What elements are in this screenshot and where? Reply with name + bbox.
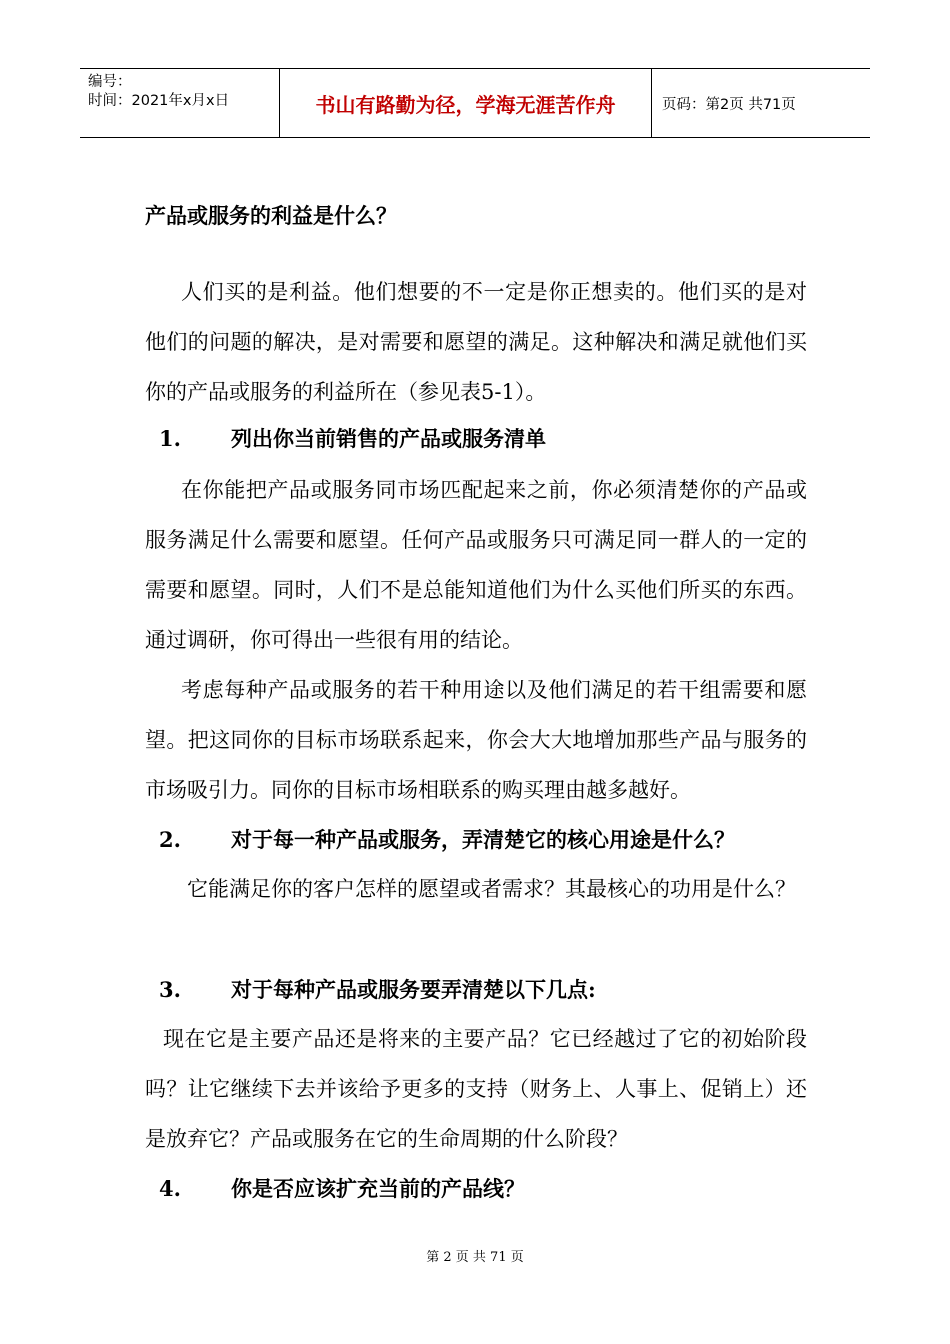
page-title: 产品或服务的利益是什么？: [145, 203, 397, 228]
section-heading-3: [145, 965, 807, 1015]
section-heading-1: [145, 414, 807, 464]
section-heading-4: [145, 1164, 807, 1214]
section-1-paragraph-1: 在你能把产品或服务同市场匹配起来之前，你必须清楚你的产品或服务满足什么需要和愿望。任何产品或服务只可满足同一群人的一定的需要和愿望。同时，人们不是总能知道他们为什么买他们所买的东西。通过调研，你可得出一些很有用的结论。: [145, 478, 807, 652]
section-title: 你是否应该扩充当前的产品线？: [231, 1176, 525, 1201]
header-meta: [80, 69, 280, 137]
section-number: 2.: [159, 827, 181, 852]
section-1-paragraph-2: 考虑每种产品或服务的若干种用途以及他们满足的若干组需要和愿望。把这同你的目标市场联系起来，你会大大地增加那些产品与服务的市场吸引力。同你的目标市场相联系的购买理由越多越好。: [145, 678, 807, 802]
header-motto: 书山有路勤为径，学海无涯苦作舟: [280, 69, 652, 137]
section-number: 3.: [159, 977, 181, 1002]
section-title: 列出你当前销售的产品或服务清单: [231, 426, 546, 451]
document-header: [80, 68, 870, 138]
section-2-paragraph: 它能满足你的客户怎样的愿望或者需求？其最核心的功用是什么？: [187, 877, 796, 901]
time-label: 时间：2021年x月x日: [88, 93, 230, 109]
section-number: 1.: [159, 426, 181, 451]
section-number: 4.: [159, 1176, 181, 1201]
section-heading-2: [145, 815, 807, 865]
section-3-paragraph: 现在它是主要产品还是将来的主要产品？它已经越过了它的初始阶段吗？让它继续下去并该给予更多的支持（财务上、人事上、促销上）还是放弃它？产品或服务在它的生命周期的什么阶段？: [145, 1027, 807, 1151]
section-title: 对于每种产品或服务要弄清楚以下几点:: [231, 977, 596, 1002]
section-title: 对于每一种产品或服务，弄清楚它的核心用途是什么？: [231, 827, 735, 852]
header-page-info: 页码：第2页 共71页: [662, 96, 796, 113]
page-footer: 第 2 页 共 71 页: [426, 1250, 524, 1265]
number-label: 编号：: [88, 74, 132, 90]
intro-paragraph: 人们买的是利益。他们想要的不一定是你正想卖的。他们买的是对他们的问题的解决，是对需要和愿望的满足。这种解决和满足就他们买你的产品或服务的利益所在（参见表5-1）。: [145, 280, 807, 404]
